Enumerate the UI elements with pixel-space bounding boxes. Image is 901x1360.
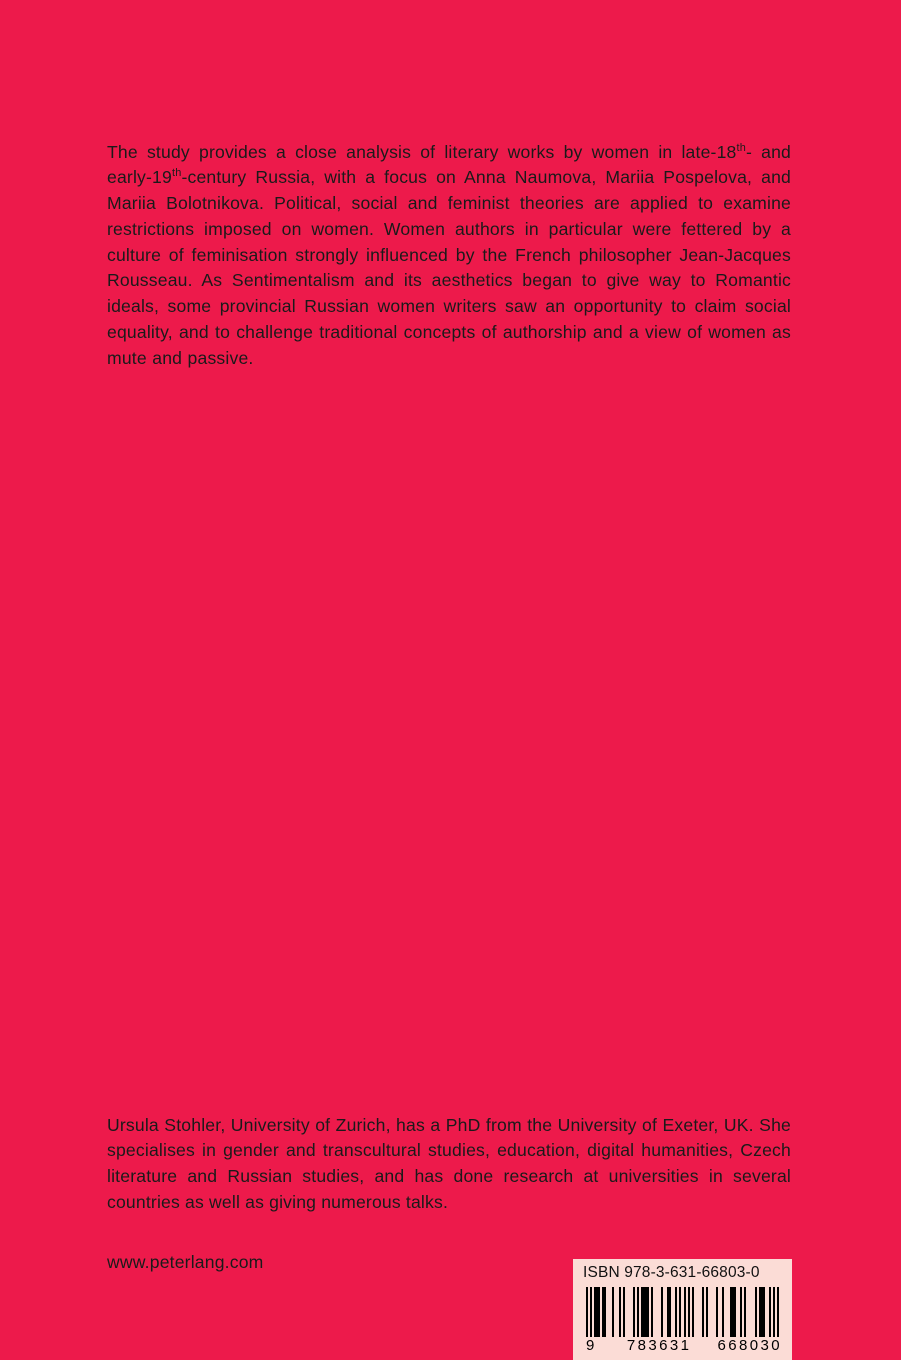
- blurb-part-1: The study provides a close analysis of literary works by women in late-18: [107, 141, 737, 162]
- isbn-barcode-block: [573, 1259, 792, 1360]
- author-biography: Ursula Stohler, University of Zurich, has a PhD from the University of Exeter, UK. She specialises in gender and transcultural studies, education, digital humanities, Czech literature and Russian studies, and has done research at universities in several countries as well as giving numerous talks.: [107, 1114, 791, 1212]
- barcode-digits-right: 668030: [717, 1337, 782, 1354]
- book-blurb: [107, 140, 791, 372]
- barcode-digits-left: 783631: [626, 1337, 692, 1354]
- publisher-website: www.peterlang.com: [107, 1252, 264, 1272]
- blurb-superscript-1: th: [736, 141, 746, 154]
- blurb-part-3: -century Russia, with a focus on Anna Naumova, Mariia Pospelova, and Mariia Bolotnikova. Political, social and feminist theories are applied to examine restrictions imposed on women. Women authors in particular were fettered by a culture of feminisation strongly influenced by the French philosopher Jean-Jacques Rousseau. As Sentimentalism and its aesthetics began to give way to Romantic ideals, some provincial Russian women writers saw an opportunity to claim social equality, and to challenge traditional concepts of authorship and a view of women as mute and passive.: [107, 167, 791, 368]
- isbn-label: ISBN 978-3-631-66803-0: [583, 1264, 760, 1281]
- barcode-digits: [586, 1337, 782, 1354]
- barcode-graphic: [586, 1287, 779, 1337]
- blurb-part-2: - and early-19: [107, 141, 791, 188]
- barcode-digit-lead: 9: [586, 1337, 597, 1354]
- blurb-superscript-2: th: [171, 167, 182, 180]
